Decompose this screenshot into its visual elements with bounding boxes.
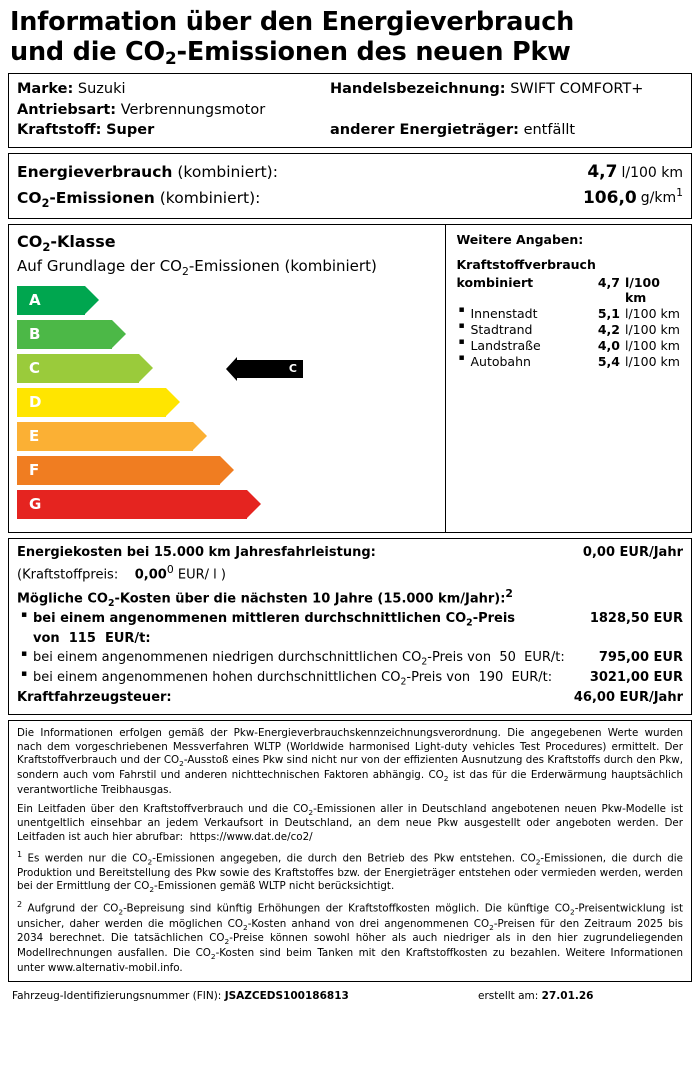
detail-unit: l/100 km [624,321,680,337]
kraftstoffverbrauch-title: Kraftstoffverbrauch [456,257,596,273]
kraftfahrzeugsteuer-label: Kraftfahrzeugsteuer: [17,690,172,706]
vehicle-row-2-spacer [330,100,683,121]
co2-class-bar-body [17,320,112,349]
legal-p4-sub3: 2 [242,922,248,932]
consumption-box [8,153,692,219]
legal-p4-marker: 2 [17,900,23,910]
kraftstoffverbrauch-detail-list [456,306,683,369]
scenario-text-a: bei einem angenommenen hohen durchschnittlichen CO [33,670,401,686]
kraftstoffpreis-value: 0,00 [134,567,167,583]
energiekosten-label: Energiekosten bei 15.000 km Jahresfahrleistung: [17,544,376,560]
energiekosten-row [17,544,683,563]
co2-class-bar-body [17,286,85,315]
footer [8,987,692,1002]
co2-class-subheading-prefix: Auf Grundlage der CO [17,256,182,275]
detail-value: 5,4 [597,353,620,369]
co2-class-bar-body [17,354,139,383]
co2-class-bar-e [17,422,437,451]
legal-p1-sub1: 2 [179,759,184,769]
legal-p2-a: Ein Leitfaden über den Kraftstoffverbrauch und die CO [17,802,309,815]
scenario-text-b: -Preis von [33,611,516,647]
antriebsart-label: Antriebsart: [17,101,117,118]
dat-guide-link[interactable]: https://www.dat.de/co2/ [189,831,313,844]
kraftstoffverbrauch-detail-row [456,322,683,337]
co2-class-bar-body [17,490,247,519]
vehicle-row-3 [17,120,683,141]
kraftstoffpreis-value-sup: 0 [166,563,174,577]
co2-class-bar-f [17,456,437,485]
moegliche-label-suffix: -Kosten über die nächsten 10 Jahre (15.000 km/Jahr): [114,590,506,606]
legal-p3-a: Es werden nur die CO [22,852,148,865]
scenario-price-unit: EUR/t: [104,631,151,647]
legal-p4-e: -Preisen für den Zeitraum 2025 bis 2034 berechnet. Die tatsächlichen CO [17,917,683,945]
costs-box [8,538,692,716]
co2-price-scenario-row [17,610,683,649]
legal-p3-d: -Emissionen gemäß WLTP nicht berücksichtigt. [154,880,395,893]
moegliche-label-footnote: 2 [505,586,513,600]
legal-notes-box [8,720,692,981]
scenario-price: 190 [478,670,504,686]
co2-class-heading [17,232,437,254]
moegliche-label-subscript: 2 [107,597,115,609]
legal-p3-marker: 1 [17,849,23,859]
detail-label: ▪ Stadtrand [456,322,588,337]
weitere-angaben-title: Weitere Angaben: [456,232,584,248]
weitere-angaben-panel [445,225,691,531]
legal-p3-c: -Emissionen, die durch die Produktion und Bereitstellung des Pkw sowie des Kraftstoffes bzw. der Energieträger entstehen oder vermieden werden, werden bei der Ermittlung der CO [17,852,683,893]
energieverbrauch-value-group [587,160,683,186]
scenario-text-a: bei einem angenommenen mittleren durchschnittlichen CO [33,611,467,627]
scenario-subscript: 2 [466,617,473,629]
vehicle-marke [17,79,330,100]
kraftfahrzeugsteuer-row [17,689,683,708]
co2-label-suffix: -Emissionen [49,188,155,207]
scenario-price-unit: EUR/t: [524,650,565,666]
co2-class-subheading-subscript: 2 [182,264,189,278]
kraftstoffverbrauch-kombiniert-label: kombiniert [456,274,534,290]
energieverbrauch-row [17,160,683,186]
detail-unit: l/100 km [624,353,680,369]
legal-p4-sub2: 2 [570,907,575,917]
energieverbrauch-label [17,161,587,184]
legal-p4-b: -Bepreisung sind künftig Erhöhungen der Kraftstoffkosten möglich. Die künftige CO [123,902,570,915]
scenario-text [17,669,590,689]
kraftstoffverbrauch-kombiniert-value: 4,7 [597,274,620,290]
scenario-price-unit: EUR/t: [511,670,553,686]
kraftstoffverbrauch-detail-row [456,354,683,369]
co2-class-bar-body [17,388,166,417]
legal-p3-b: -Emissionen angegeben, die durch den Betrieb des Pkw entstehen. CO [152,852,536,865]
co2-class-bar-label: A [29,291,41,310]
energieverbrauch-label-qualifier: (kombiniert): [177,162,278,181]
legal-p1-b: -Ausstoß eines Pkw sind nicht nur von der effizienten Ausnutzung des Kraftstoffs durch den Pkw, sondern auch vom Fahrstil und anderen nichttechnischen Faktoren abhängig. CO [17,754,684,782]
energieverbrauch-label-text: Energieverbrauch [17,162,173,181]
vehicle-row-2 [17,100,683,121]
co2-emissions-row [17,185,683,212]
scenario-amount: 1828,50 EUR [589,611,683,627]
co2-unit-footnote: 1 [676,186,683,200]
kraftstoffpreis-row [17,562,683,585]
legal-p1-c: ist das für die Erderwärmung hauptsächlich verantwortliche Treibhausgas. [17,769,684,797]
moegliche-co2-kosten-label [17,586,683,610]
scenario-price: 50 [499,650,516,666]
co2-class-bar-c [17,354,437,383]
detail-value: 4,0 [597,337,620,353]
co2-class-scale [9,225,445,531]
kraftstoffpreis-group [17,562,683,585]
creation-date-value: 27.01.26 [541,989,594,1002]
scenario-text-b: -Preis von [427,650,492,666]
handelsbezeichnung-label: Handelsbezeichnung: [330,81,506,98]
co2-class-subheading [17,257,437,278]
detail-value: 5,1 [597,305,620,321]
legal-paragraph-1 [17,727,683,797]
co2-class-subheading-suffix: -Emissionen (kombiniert) [188,256,377,275]
legal-paragraph-4 [17,900,683,975]
scenario-text [17,610,590,649]
legal-p4-g: -Kosten sind beim Tanken mit den Kraftstoffkosten zu bezahlen. Weitere Informationen unter www.alternativ-mobil.info. [17,947,683,975]
scenario-amount: 795,00 EUR [598,650,683,666]
vehicle-anderer-energietraeger [330,120,683,141]
legal-p4-c: -Preisentwicklung ist unsicher, daher werden die möglichen CO [17,902,683,930]
scenario-amount: 3021,00 EUR [589,670,683,686]
kraftstoffverbrauch-detail-row [456,338,683,353]
vehicle-antriebsart [17,100,330,121]
fin-group [12,990,478,1002]
vehicle-info-box [8,73,692,148]
co2-price-scenario-list [17,610,683,689]
co2-class-heading-suffix: -Klasse [50,232,116,252]
energiekosten-value: 0,00 EUR/Jahr [582,544,683,560]
kraftstoffpreis-unit-close: l ) [213,567,226,583]
legal-p1-sub2: 2 [443,774,449,784]
detail-unit: l/100 km [624,337,680,353]
scenario-subscript: 2 [400,676,407,688]
legal-p1-a: Die Informationen erfolgen gemäß der Pkw-Energieverbrauchskennzeichnungsverordnung. Die angegebenen Werte wurden nach dem vorgeschriebenen Messverfahren WLTP (Worldwide harmonised Light-duty vehicles Test Procedures) ermittelt. Der Kraftstoffverbrauch und der CO [17,727,683,767]
legal-p2-b: -Emissionen aller in Deutschland angebotenen neuen Pkw-Modelle ist unentgeltlich einsehbar an jedem Verkaufsort in Deutschland, an dem neue Pkw ausgestellt oder angeboten werden. Der Leitfaden ist auch hier abrufbar: [17,802,683,844]
legal-p4-d: -Kosten anhand von drei angenommenen CO [247,917,490,930]
kraftstoffverbrauch-kombiniert-unit: l/100 km [624,274,660,305]
detail-label: ▪ Autobahn [456,354,588,369]
co2-class-bar-label: F [29,461,40,480]
scenario-text-b: -Preis von [406,670,471,686]
kraftfahrzeugsteuer-value: 46,00 EUR/Jahr [573,690,683,706]
co2-class-bar-body [17,422,193,451]
vehicle-row-1 [17,79,683,100]
co2-class-bar-label: D [29,393,42,412]
co2-unit: g/km [640,190,677,207]
title-line-2a: und die CO [10,36,165,67]
co2-class-heading-prefix: CO [17,232,43,252]
legal-p4-sub4: 2 [489,922,494,932]
legal-paragraph-3 [17,850,683,896]
co2-class-bar-label: B [29,325,41,344]
fin-value: JSAZCEDS100186813 [224,989,349,1002]
co2-value: 106,0 [582,187,637,208]
co2-class-bar-b [17,320,437,349]
moegliche-label-prefix: Mögliche CO [17,590,108,606]
creation-date-label: erstellt am: [478,989,539,1002]
title-line-2b: -Emissionen des neuen Pkw [176,36,571,67]
co2-value-group [583,185,683,211]
anderer-energietraeger-value: entfällt [523,122,576,139]
legal-paragraph-2 [17,803,683,845]
legal-p4-a: Aufgrund der CO [22,902,119,915]
scenario-text-a: bei einem angenommenen niedrigen durchschnittlichen CO [33,650,422,666]
marke-value: Suzuki [77,81,126,98]
co2-class-selected-marker: C [237,360,303,378]
handelsbezeichnung-value: SWIFT COMFORT+ [510,81,644,98]
detail-value: 4,2 [597,321,620,337]
legal-p3-sub3: 2 [149,885,155,895]
marke-label: Marke: [17,81,74,98]
vehicle-handelsbezeichnung [330,79,683,100]
detail-label: ▪ Landstraße [456,338,588,353]
co2-class-bar-list [17,286,437,519]
co2-class-bar-label: C [29,359,41,378]
fin-label: Fahrzeug-Identifizierungsnummer (FIN): [12,989,222,1002]
energieverbrauch-value: 4,7 [587,161,618,182]
antriebsart-value: Verbrennungsmotor [120,101,266,118]
scenario-subscript: 2 [421,656,428,668]
legal-p2-sub: 2 [308,807,314,817]
co2-class-bar-label: G [29,495,42,514]
co2-emissions-label [17,187,583,213]
co2-label-subscript: 2 [41,196,50,210]
kraftstoffpreis-unit: EUR/ [177,567,210,583]
creation-date-group [478,990,688,1002]
legal-p4-f: -Preise können sowohl höher als auch niedriger als in den hier zugrundeliegenden Modellrechnungen ausfallen. Die CO [17,932,684,960]
kraftstoffpreis-label: (Kraftstoffpreis: [17,567,119,583]
kraftstoffverbrauch-kombiniert-row [456,275,683,305]
co2-price-scenario-row [17,669,683,689]
scenario-price: 115 [68,631,96,647]
legal-p4-sub1: 2 [118,907,124,917]
legal-p3-sub1: 2 [147,857,153,867]
kraftstoff-label: Kraftstoff: [17,122,102,139]
kraftstoff-value: Super [106,122,155,139]
title-co2-subscript: 2 [165,47,177,68]
legal-p3-sub2: 2 [535,857,541,867]
detail-unit: l/100 km [624,305,680,321]
co2-class-bar-d [17,388,437,417]
energieverbrauch-unit: l/100 km [621,164,683,181]
co2-class-bar-g [17,490,437,519]
moegliche-co2-kosten-row [17,586,683,610]
co2-class-bar-label: E [29,427,40,446]
legal-p4-sub5: 2 [224,937,230,947]
vehicle-kraftstoff [17,120,330,141]
co2-label-qualifier: (kombiniert): [159,188,261,207]
co2-class-bar-body [17,456,220,485]
scenario-text [17,649,599,669]
co2-class-heading-subscript: 2 [42,240,51,255]
anderer-energietraeger-label: anderer Energieträger: [330,122,519,139]
co2-class-box [8,224,692,532]
title-line-1: Information über den Energieverbrauch [10,7,575,37]
kraftstoffverbrauch-detail-row [456,306,683,321]
detail-label: ▪ Innenstadt [456,306,588,321]
co2-label-prefix: CO [17,188,42,207]
page-title [10,8,692,67]
co2-price-scenario-row [17,649,683,669]
legal-p4-sub6: 2 [210,952,216,962]
co2-class-bar-a [17,286,437,315]
